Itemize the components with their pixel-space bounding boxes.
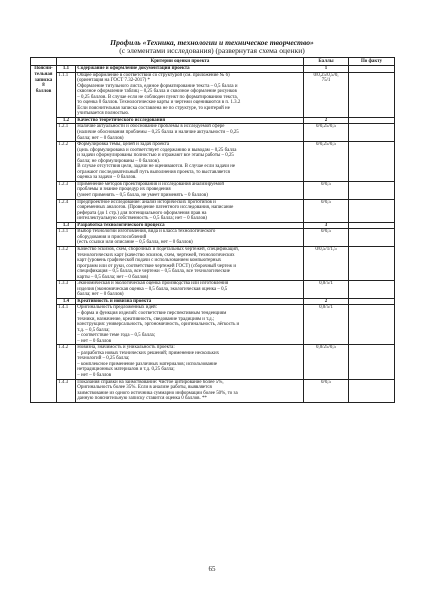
header-actual: По факту — [349, 58, 395, 66]
criterion-text-line: Выбор технологии изготовления, вида и класса технологического — [77, 229, 216, 235]
criterion-score: 0,0/5/1 — [304, 281, 349, 299]
criterion-number: 1.2.4 — [57, 199, 76, 222]
criterion-text-line: интеллектуальную собственность – 0,5 балла; нет – 0 баллов) — [77, 216, 207, 222]
criterion-row — [31, 379, 395, 402]
criterion-text-line: Новизна, значимость и уникальность проекта: — [77, 345, 175, 351]
criterion-text-line: т.д. – 0,5 балла; — [77, 327, 110, 333]
criterion-text-line: Оригинальность предложенных идей: — [77, 305, 158, 311]
side-label-line: баллов — [35, 89, 52, 95]
criterion-text-line: программ или от руки, соответствие чертежей ГОСТ) (сборочный чертеж и — [77, 263, 236, 269]
side-label-line: записка — [34, 77, 53, 83]
table-header-row — [31, 58, 395, 66]
criterion-text-line: то оценка 0 баллов. Технологические карты и чертежи оцениваются в п. 1.3.2 — [77, 100, 241, 106]
criterion-text-line: – разработка новых технических решений; применение нескольких — [77, 350, 220, 356]
criterion-text-line: изделия (экономическая оценка – 0,5 балла, экологическая оценка – 0,5 — [77, 286, 228, 292]
criterion-text-line: Оригинальность более 35%. Если в анализе работы, выявляется — [77, 385, 212, 391]
criterion-text-line: – форма и функция изделий: соответствие перспективным тенденциям — [77, 310, 227, 316]
section-title: Качество теоретического исследования — [76, 117, 304, 124]
criterion-text-line: – комплексное применение различных материалов; использование — [77, 361, 218, 367]
criterion-text-line: В случае отсутствия цели, задачи не оцениваются. В случае если задачи не — [77, 164, 236, 170]
criterion-text-line: Общее оформление в соответствии со структурой (см. приложение № 6) — [77, 72, 230, 78]
criterion-number: 1.3.2 — [57, 246, 76, 280]
section-number: 1.3 — [57, 222, 76, 229]
criterion-score: 0/0,5 — [304, 229, 349, 247]
criterion-row — [31, 124, 395, 142]
criterion-text-line: – соответствие теме года – 0,5 балла; — [77, 333, 156, 339]
criterion-number: 1.2.1 — [57, 124, 76, 142]
criterion-text — [76, 281, 304, 299]
section-score: 2 — [304, 298, 349, 305]
actual-cell — [349, 305, 395, 345]
criterion-text-line: Качество эскизов, схем, сборочных и подетальных чертежей, спецификаций, — [77, 246, 239, 252]
criterion-row — [31, 72, 395, 117]
criterion-text-line: реферата (до 1 стр.) для потенциального оформления прав на — [77, 210, 207, 216]
criterion-number: 1.4.2 — [57, 345, 76, 379]
criterion-row — [31, 199, 395, 222]
criterion-text-line: учитывается полностью. — [77, 111, 130, 117]
criterion-score: 0/0,25/0,5 — [304, 124, 349, 142]
criterion-text-line: (ориентация на ГОСТ 7.32-2017) * — [77, 78, 151, 84]
criterion-text — [76, 124, 304, 142]
criterion-number: 1.4.3 — [57, 379, 76, 402]
section-number: 1.1 — [57, 66, 76, 73]
page-number: 65 — [208, 565, 216, 573]
criterion-text-line: Формулировка темы, целей и задач проекта — [77, 142, 170, 148]
criterion-score: 0,0/5/1 — [304, 305, 349, 345]
actual-cell — [349, 142, 395, 182]
table-body — [31, 66, 395, 403]
criterion-text-line: балла; не сформулированы – 0 баллов). — [77, 158, 160, 164]
criterion-text-line: Предпроектное исследование: анализ исторических прототипов и — [77, 199, 216, 205]
section-score: 3 — [304, 222, 349, 229]
criterion-text-line: (есть ссылки или описание – 0,5 балла, нет – 0 баллов) — [77, 240, 193, 246]
criterion-score: 0/0,25/0,5 — [304, 142, 349, 182]
criterion-row — [31, 246, 395, 280]
actual-cell — [349, 345, 395, 379]
criterion-row — [31, 229, 395, 247]
criterion-text-line: нетрадиционных материалов и т.д. 0,25 балла; — [77, 367, 175, 373]
criterion-text-line: Оформление титульного листа, единое форматирование текста – 0,5 балла и — [77, 83, 238, 89]
section-score: 2 — [304, 117, 349, 124]
criterion-text-line: современных аналогов. (Проведение патентного исследования, написание — [77, 205, 234, 211]
side-label-line: 8 — [42, 83, 45, 89]
criterion-text-line: карты – 0,5 балла; нет – 0 баллов) — [77, 274, 149, 280]
section-score: 1 — [304, 66, 349, 73]
criterion-text — [76, 142, 304, 182]
actual-cell — [349, 281, 395, 299]
criterion-text-line: Применение методов проектирования и исследования анализируемой — [77, 181, 224, 187]
criterion-text-line: оценка за задачи – 0 баллов. — [77, 175, 137, 181]
document-title — [30, 39, 394, 56]
actual-cell — [349, 124, 395, 142]
criterion-score: 0/0,5 — [304, 379, 349, 402]
criterion-row — [31, 181, 395, 199]
side-label-line: Поясни- — [34, 66, 53, 71]
actual-cell — [349, 181, 395, 199]
criterion-row — [31, 345, 395, 379]
criterion-text — [76, 305, 304, 345]
criterion-text — [76, 379, 304, 402]
criterion-text-line: (умеет применять – 0,5 балла, не умеет применять – 0 баллов) — [77, 193, 208, 199]
criterion-text-line: балла; нет – 0 баллов) — [77, 292, 124, 298]
criterion-text-line: сквозное оформление таблиц – 0,25 балла и сквозное оформление рисунков — [77, 89, 237, 95]
side-label-line: тельная — [34, 71, 53, 77]
actual-cell — [349, 246, 395, 280]
criterion-text-line: Если пояснительная записка составлена не по структуре, то критерий не — [77, 105, 230, 111]
criterion-text-line: техники, назначение, креативность, сведование традициям и т.д.; — [77, 316, 215, 322]
criterion-row — [31, 142, 395, 182]
criterion-text-line: карт (уровень графической подачи с использованием компьютерных — [77, 258, 222, 264]
criterion-text-line: Экономическая и экологическая оценка производства или изготовления — [77, 281, 229, 287]
criterion-text-line: проблемы и знание процедур их проведения — [77, 187, 171, 193]
criterion-text-line: Наличие актуальности и обоснование проблемы в исследуемой сфере — [77, 124, 225, 130]
criterion-text-line: спецификация – 0,5 балла, все чертежи – 0,5 балла, все технологические — [77, 269, 230, 275]
criterion-text-line: – нет – 0 баллов — [77, 338, 112, 344]
criterion-row — [31, 305, 395, 345]
criterion-text-line: (наличие обоснования проблемы – 0,25 балла и наличие актуальности – 0,25 — [77, 130, 239, 136]
section-number: 1.4 — [57, 298, 76, 305]
criterion-text — [76, 181, 304, 199]
criterion-number: 1.2.3 — [57, 181, 76, 199]
criterion-text — [76, 72, 304, 117]
criterion-number: 1.1.1 — [57, 72, 76, 117]
criterion-score: 0/0,5 — [304, 181, 349, 199]
criterion-text — [76, 345, 304, 379]
criterion-text — [76, 246, 304, 280]
criterion-score: 0/0,25/0,5/0, 75/1 — [304, 72, 349, 117]
criterion-text-line: и задачи сформулированы полностью и отражают все этапы работы – 0,25 — [77, 153, 234, 159]
criterion-text-line: – нет – 0 баллов — [77, 372, 112, 378]
criterion-text-line: отражают последовательный путь выполнения проекта, то выставляется — [77, 169, 230, 175]
profile-title: Профиль «Техника, технологии и техническое творчество» — [110, 38, 314, 47]
header-scores: Баллы — [304, 58, 349, 66]
profile-subtitle: (с элементами исследования) (развернутая схема оценки) — [119, 46, 305, 56]
section-number: 1.2 — [57, 117, 76, 124]
section-title: Содержание и оформление документации проекта — [76, 66, 304, 73]
criterion-text-line: данную пояснительную записку ставится оценка 0 баллов. ** — [77, 396, 207, 402]
criterion-number: 1.3.3 — [57, 281, 76, 299]
criterion-text — [76, 229, 304, 247]
criterion-text-line: технологий – 0,25 балла; — [77, 356, 130, 362]
criterion-row — [31, 281, 395, 299]
criterion-text-line: технологических карт (качество эскизов, схем, чертежей, технологических — [77, 252, 235, 258]
section-title: Креативность и новизна проекта — [76, 298, 304, 305]
criterion-text-line: Показания справки на заимствование: Чистое цитирование более 5%, — [77, 379, 224, 385]
criterion-score: 0/0,5 — [304, 199, 349, 222]
actual-cell — [349, 229, 395, 247]
criterion-text-line: конструкция: универсальность, эргономичность, оригинальность, лёгкость и — [77, 322, 240, 328]
actual-cell — [349, 199, 395, 222]
criterion-text-line: балла; нет – 0 баллов) — [77, 135, 124, 141]
header-criteria: Критерии оценки проекта — [57, 58, 304, 66]
criterion-score: 0,0/25/0,5 — [304, 345, 349, 379]
criterion-text-line: – 0,25 баллов. В случае если не соблюден пункт по форматированию текста, — [77, 94, 238, 100]
criterion-text-line: (цель сформулирована и соответствует содержанию и выводам – 0,25 балла — [77, 147, 237, 153]
criterion-score: 0/0,5/1/1,5 — [304, 246, 349, 280]
criterion-text — [76, 199, 304, 222]
side-label — [31, 66, 57, 403]
actual-cell — [349, 379, 395, 402]
criterion-number: 1.3.1 — [57, 229, 76, 247]
section-title: Разработка технологического процесса — [76, 222, 304, 229]
criterion-number: 1.4.1 — [57, 305, 76, 345]
criterion-text-line: оборудования и приспособлений — [77, 234, 147, 240]
criterion-text-line: заимствование из одного источника суммарно информации более 50%, то за — [77, 390, 238, 396]
actual-cell — [349, 72, 395, 117]
criterion-number: 1.2.2 — [57, 142, 76, 182]
evaluation-table — [30, 57, 395, 403]
